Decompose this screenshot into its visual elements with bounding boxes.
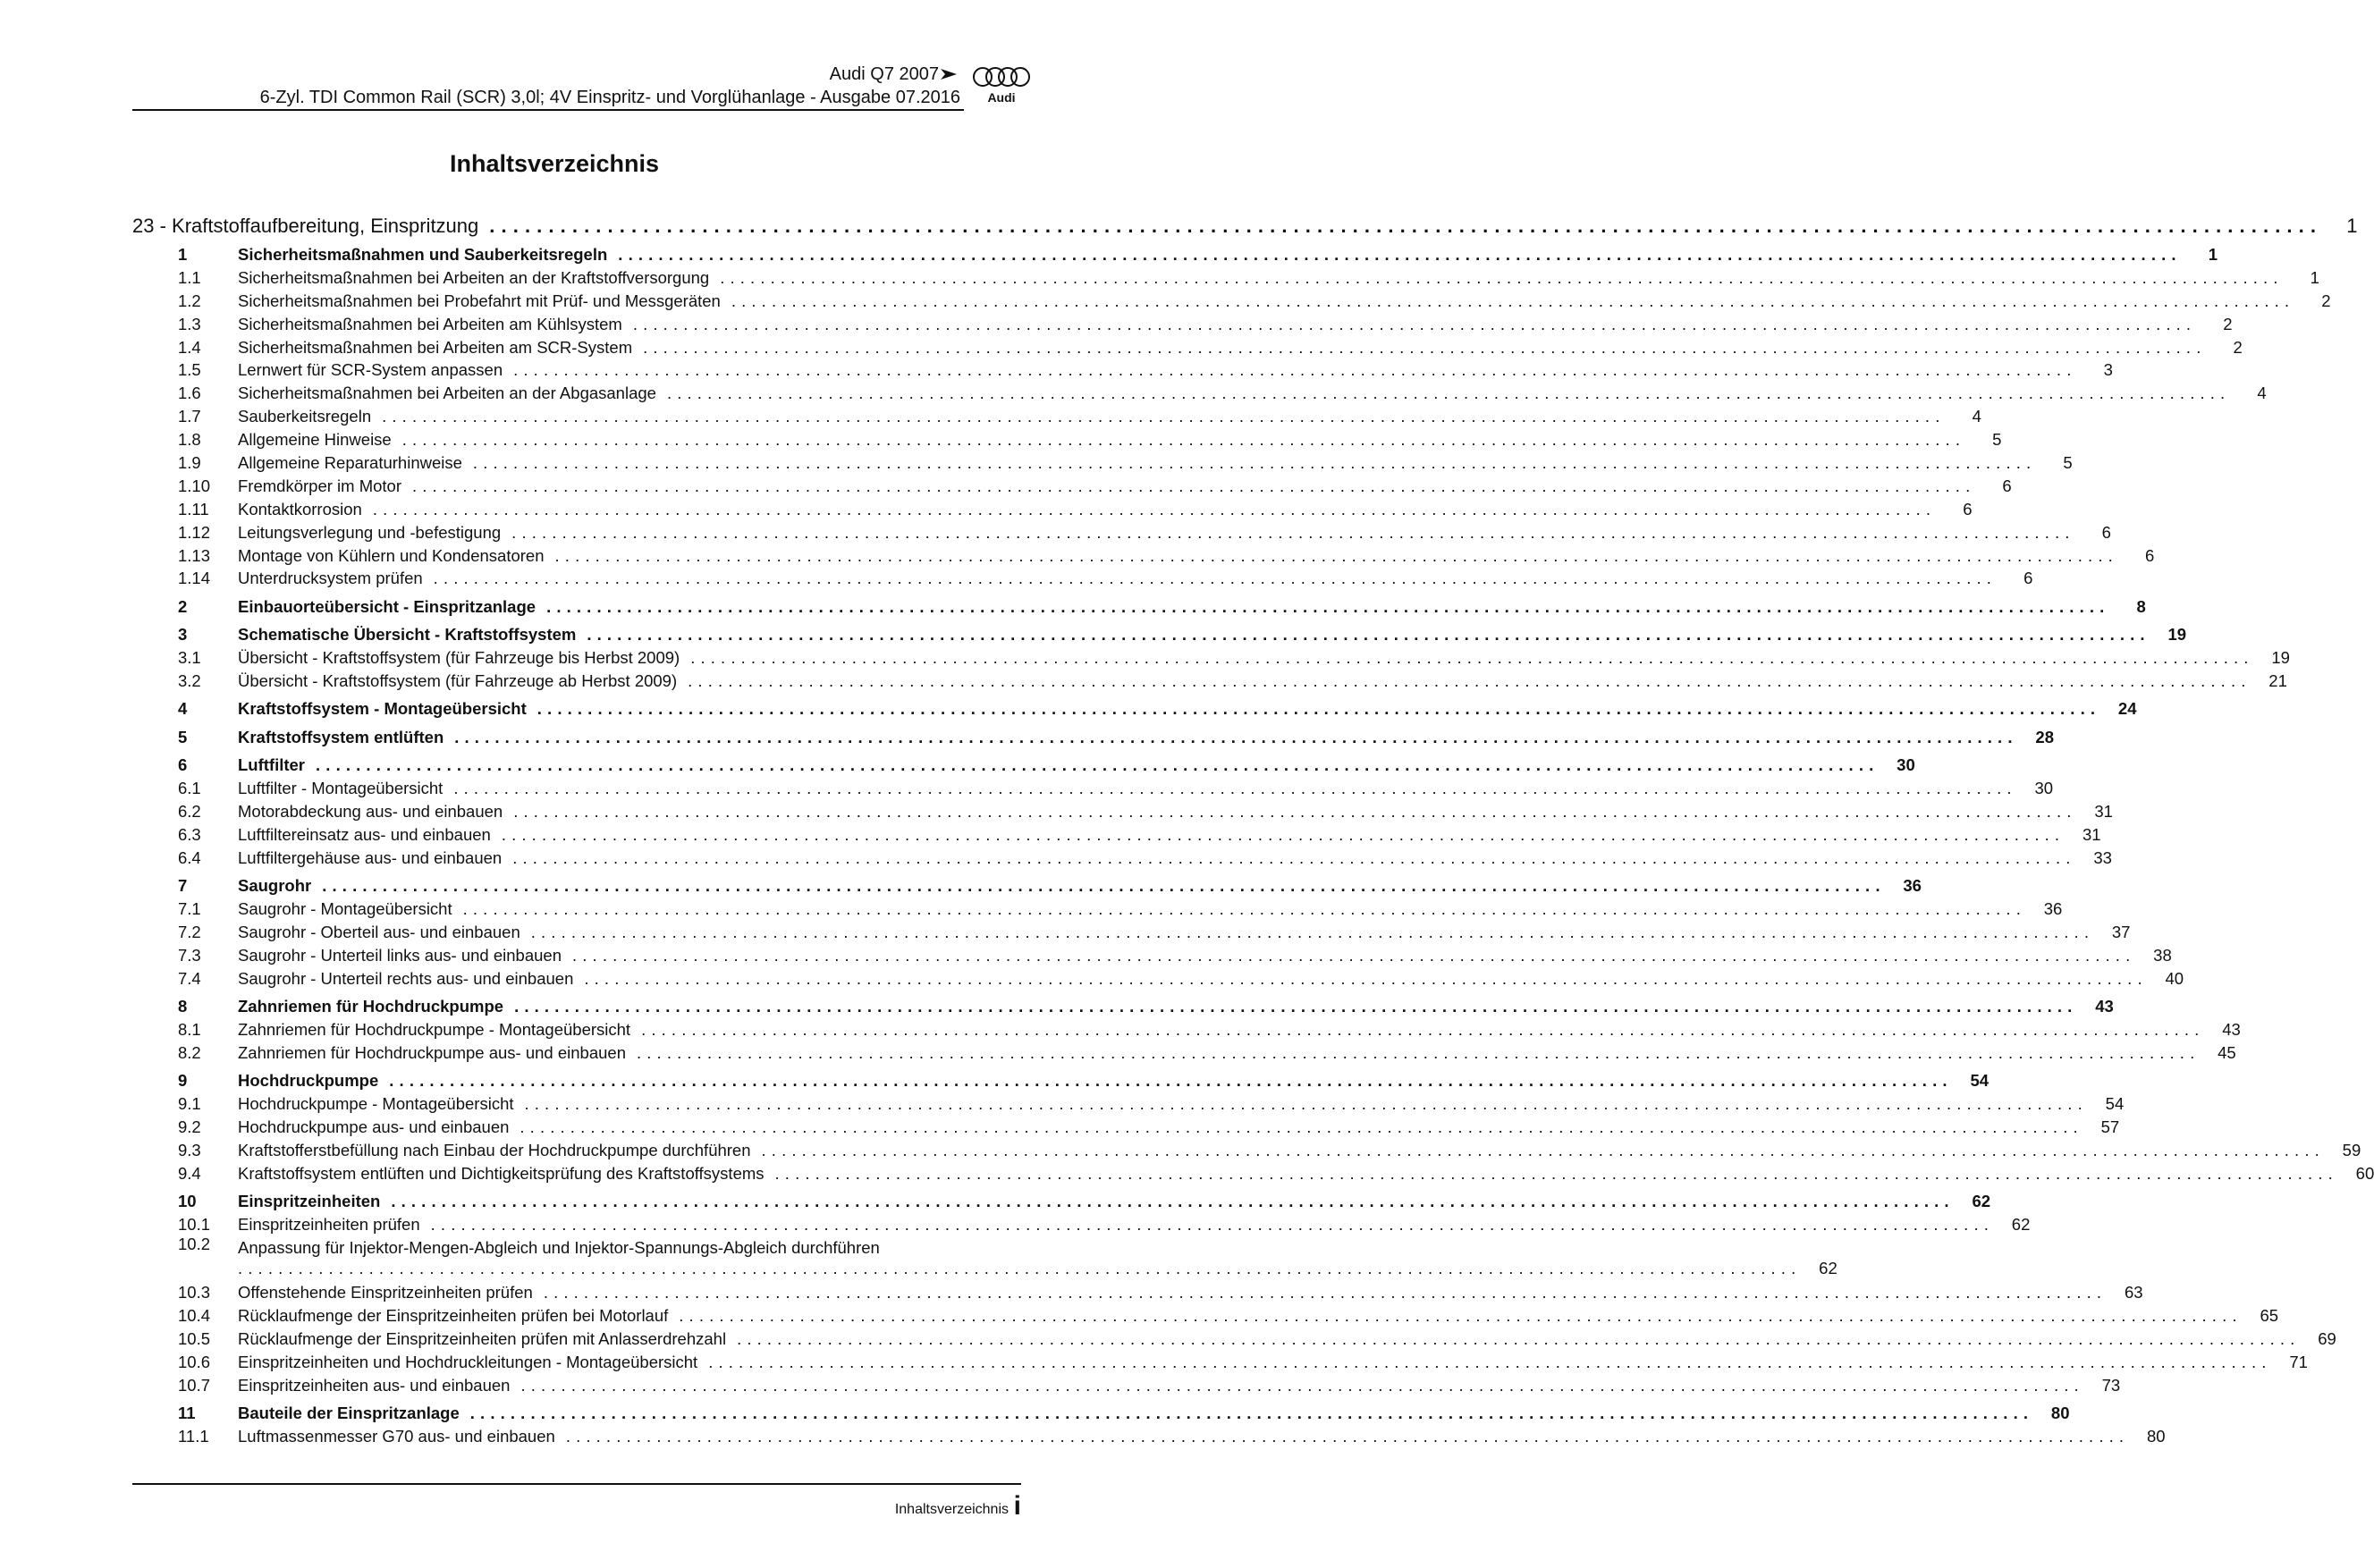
toc-entry-title: Allgemeine Hinweise: [238, 430, 392, 450]
toc-entry-page: 30: [1897, 755, 1915, 775]
page-header: [132, 59, 1032, 113]
toc-entry-number: 4: [178, 699, 188, 719]
dot-leader: [473, 453, 2032, 473]
toc-entry-number: 10.2: [178, 1235, 211, 1254]
dot-leader: [572, 946, 2131, 965]
footer-label: Inhaltsverzeichnis: [894, 1502, 1009, 1517]
header-subtitle: 6-Zyl. TDI Common Rail (SCR) 3,0l; 4V Einspritz- und Vorglühanlage - Ausgabe 07.2016: [259, 88, 960, 107]
toc-entry-title: Luftfiltergehäuse aus- und einbauen: [238, 847, 503, 867]
toc-entry[interactable]: [132, 496, 1973, 519]
toc-entry[interactable]: [132, 588, 2146, 616]
dot-leader: [520, 1117, 2078, 1137]
toc-entry-title: Einbauorteübersicht - Einspritzanlage: [238, 596, 536, 616]
toc-entry[interactable]: [132, 403, 1981, 426]
toc-entry-number: 3: [178, 625, 188, 645]
toc-entry-page: 6: [2101, 522, 2111, 542]
toc-entry-title: Übersicht - Kraftstoffsystem (für Fahrzeuge bis Herbst 2009): [238, 648, 680, 668]
toc-entry-number: 5: [178, 727, 188, 746]
toc-entry-title: Übersicht - Kraftstoffsystem (für Fahrzeuge ab Herbst 2009): [238, 671, 678, 691]
toc-entry-page: 36: [1903, 876, 1922, 896]
toc-entry-page: 31: [2094, 801, 2113, 821]
toc-entry-title: Kraftstoffsystem entlüften: [238, 727, 444, 746]
toc-entry[interactable]: [132, 1063, 1990, 1091]
toc-entry-page: 80: [2146, 1426, 2166, 1446]
toc-entry-number: 3.2: [178, 671, 201, 691]
dot-leader: [531, 923, 2090, 942]
toc-entry-number: 11: [178, 1403, 196, 1422]
toc-entry[interactable]: [132, 334, 2243, 358]
dot-leader: [520, 1376, 2079, 1395]
toc-entry-page: 62: [1972, 1192, 1991, 1211]
toc-entry-number: 8.1: [178, 1020, 201, 1039]
page-title: Inhaltsverzeichnis: [449, 150, 660, 177]
toc-entry-page: 43: [2095, 997, 2114, 1016]
toc-entry-page: 1: [2208, 245, 2218, 264]
toc-entry-page: 5: [1992, 430, 2002, 450]
toc-entry-number: 10.4: [178, 1305, 211, 1325]
toc-entry-page: 37: [2111, 922, 2131, 941]
toc-entry-title: Sicherheitsmaßnahmen bei Arbeiten am Kühlsystem: [238, 314, 622, 333]
toc-entry[interactable]: [132, 1040, 2236, 1063]
dot-leader: [513, 360, 2072, 380]
toc-entry-page: 62: [1819, 1259, 1838, 1278]
toc-entry-title: Sicherheitsmaßnahmen bei Arbeiten an der Kraftstoffversorgung: [238, 267, 710, 287]
toc-entry-number: 10.6: [178, 1352, 211, 1371]
toc-entry[interactable]: [132, 965, 2184, 989]
toc-entry[interactable]: [132, 822, 2101, 845]
toc-entry-page: 33: [2093, 847, 2112, 867]
toc-entry-page: 40: [2165, 968, 2184, 988]
toc-entry-page: 4: [1972, 407, 1981, 426]
toc-entry-number: 6.4: [178, 847, 201, 867]
toc-entry-number: 7.4: [178, 968, 201, 988]
toc-entry-number: 9.3: [178, 1140, 201, 1159]
toc-entry-number: 1.3: [178, 314, 201, 333]
toc-entry-title: Montage von Kühlern und Kondensatoren: [238, 545, 545, 565]
dot-leader: [238, 1259, 1796, 1278]
toc-entry-page: 69: [2318, 1328, 2336, 1348]
toc-entry-title: Sauberkeitsregeln: [238, 407, 372, 426]
toc-entry-page: 3: [2103, 360, 2113, 380]
dot-leader: [555, 546, 2114, 566]
toc-entry-number: 1.8: [178, 430, 201, 450]
toc-entry-page: 2: [2233, 337, 2243, 357]
toc-entry-page: 21: [2268, 671, 2287, 691]
toc-entry-page: 4: [2257, 384, 2267, 403]
toc-entry[interactable]: [132, 358, 2113, 381]
toc-entry-title: Hochdruckpumpe: [238, 1071, 379, 1091]
toc-entry-title: Saugrohr - Oberteil aus- und einbauen: [238, 922, 520, 941]
toc-entry-number: 3.1: [178, 648, 201, 668]
toc-entry-title: Saugrohr: [238, 876, 312, 896]
toc-entry[interactable]: [132, 426, 2002, 450]
dot-leader: [322, 876, 1880, 896]
toc-entry-title: Einspritzeinheiten prüfen: [238, 1215, 420, 1235]
toc-entry-number: 1.2: [178, 291, 201, 310]
dot-leader: [389, 1071, 1947, 1091]
toc-entry-title: Kraftstoffsystem - Montageübersicht: [238, 699, 527, 719]
dot-leader: [587, 625, 2145, 645]
dot-leader: [618, 245, 2176, 265]
toc-entry-title: Lernwert für SCR-System anpassen: [238, 360, 503, 380]
toc-entry[interactable]: [132, 241, 2218, 265]
toc-entry-number: 6.1: [178, 779, 201, 798]
toc-entry[interactable]: [132, 691, 2137, 719]
toc-entry-page: 57: [2100, 1117, 2120, 1137]
toc-entry-number: 6: [178, 755, 188, 775]
toc-entry[interactable]: [132, 775, 2054, 798]
toc-entry-title: Unterdrucksystem prüfen: [238, 569, 423, 588]
toc-entry-page: 5: [2063, 453, 2073, 473]
toc-entry[interactable]: [132, 1423, 2166, 1446]
toc-entry-title: Allgemeine Reparaturhinweise: [238, 453, 462, 473]
toc-entry-page: 60: [2355, 1163, 2374, 1183]
toc-entry-title: Einspritzeinheiten aus- und einbauen: [238, 1375, 511, 1395]
toc-entry-page: 6: [2144, 545, 2155, 565]
dot-leader: [454, 728, 2013, 747]
toc-entry[interactable]: [132, 473, 2012, 496]
toc-entry-title: Fremdkörper im Motor: [238, 476, 401, 495]
toc-entry-continuation: [238, 1259, 1838, 1278]
toc-entry-number: 9.4: [178, 1163, 201, 1183]
dot-leader: [775, 1164, 2334, 1184]
toc-entry-number: 6.3: [178, 824, 201, 844]
toc-entry-number: 7: [178, 876, 188, 896]
dot-leader: [737, 1329, 2295, 1349]
toc-entry-number: 1.9: [178, 453, 201, 473]
table-of-contents: [132, 211, 2374, 1446]
dot-leader: [720, 268, 2278, 288]
toc-entry[interactable]: [132, 1372, 2121, 1395]
dot-leader: [463, 899, 2022, 919]
toc-entry-title: Zahnriemen für Hochdruckpumpe: [238, 997, 504, 1016]
toc-entry-number: 9: [178, 1071, 188, 1091]
toc-entry[interactable]: [132, 1137, 2361, 1160]
toc-entry-title: Leitungsverlegung und -befestigung: [238, 522, 502, 542]
toc-entry-number: 1.6: [178, 384, 201, 403]
toc-entry-number: 1.1: [178, 267, 201, 287]
dot-leader: [453, 779, 2012, 798]
toc-entry-title: Luftfiltereinsatz aus- und einbauen: [238, 824, 491, 844]
toc-entry-page: 54: [1970, 1071, 1990, 1091]
dot-leader: [373, 500, 1931, 519]
toc-entry[interactable]: [132, 380, 2267, 403]
toc-entry-title: Kraftstofferstbefüllung nach Einbau der Hochdruckpumpe durchführen: [238, 1140, 751, 1159]
toc-entry-number: 9.2: [178, 1117, 201, 1137]
dot-leader: [502, 825, 2060, 845]
toc-entry-number: 1: [178, 245, 188, 264]
dot-leader: [412, 476, 1971, 496]
toc-entry-page: 71: [2289, 1352, 2308, 1371]
toc-entry[interactable]: [132, 1184, 1991, 1211]
toc-entry-page: 63: [2124, 1283, 2143, 1302]
toc-entry-title: Luftfilter: [238, 755, 306, 775]
toc-entry-title: Schematische Übersicht - Kraftstoffsystem: [238, 625, 577, 645]
dot-leader: [688, 671, 2246, 691]
toc-entry[interactable]: [132, 1395, 2070, 1423]
toc-entry-title: Sicherheitsmaßnahmen bei Arbeiten am SCR-System: [238, 337, 633, 357]
dot-leader: [382, 407, 1940, 426]
toc-entry[interactable]: [132, 1114, 2120, 1137]
toc-entry[interactable]: [132, 566, 2033, 589]
toc-entry[interactable]: [132, 919, 2131, 942]
toc-entry[interactable]: [132, 868, 1922, 896]
toc-entry-page: 31: [2083, 824, 2101, 844]
toc-entry[interactable]: [132, 617, 2187, 645]
toc-entry-number: 7.3: [178, 945, 201, 965]
toc-entry-number: 1.4: [178, 337, 201, 357]
footer-page-number: i: [1013, 1491, 1021, 1521]
toc-entry-title: Zahnriemen für Hochdruckpumpe - Montageübersicht: [238, 1020, 631, 1039]
toc-entry-page: 36: [2043, 899, 2063, 919]
toc-entry[interactable]: [132, 1160, 2374, 1184]
toc-entry[interactable]: [132, 1235, 1838, 1279]
toc-entry-title: Zahnriemen für Hochdruckpumpe aus- und einbauen: [238, 1042, 626, 1062]
toc-entry-page: 43: [2222, 1020, 2241, 1039]
toc-entry[interactable]: [132, 845, 2112, 868]
toc-entry[interactable]: [132, 645, 2290, 668]
toc-entry-page: 6: [1963, 499, 1973, 518]
toc-entry[interactable]: [132, 211, 2358, 238]
dot-leader: [667, 384, 2226, 403]
toc-entry-title: Kraftstoffsystem entlüften und Dichtigkeitsprüfung des Kraftstoffsystems: [238, 1163, 765, 1183]
toc-entry-number: 8: [178, 997, 188, 1016]
toc-entry-title: Luftfilter - Montageübersicht: [238, 779, 444, 798]
toc-entry[interactable]: [132, 1016, 2241, 1040]
dot-leader: [525, 1094, 2083, 1114]
toc-entry-number: 1.10: [178, 476, 211, 495]
dot-leader: [434, 569, 1992, 588]
dot-leader: [537, 699, 2096, 719]
toc-entry-number: 10.3: [178, 1283, 211, 1302]
toc-entry-page: 80: [2050, 1403, 2070, 1422]
toc-entry-page: 28: [2035, 727, 2054, 746]
toc-entry-number: 1.14: [178, 569, 211, 588]
toc-entry-page: 2: [2321, 291, 2331, 310]
toc-entry-title: Anpassung für Injektor-Mengen-Abgleich und Injektor-Spannungs-Abgleich durchführen: [238, 1238, 880, 1258]
toc-entry[interactable]: [132, 668, 2287, 691]
toc-entry-page: 8: [2136, 596, 2146, 616]
toc-entry-number: 8.2: [178, 1042, 201, 1062]
toc-entry-number: 1.12: [178, 522, 211, 542]
toc-entry-title: Sicherheitsmaßnahmen bei Arbeiten an der Abgasanlage: [238, 384, 656, 403]
toc-entry-page: 73: [2101, 1375, 2121, 1395]
toc-entry-number: 10: [178, 1192, 197, 1211]
dot-leader: [512, 848, 2071, 868]
audi-logo-text: Audi: [987, 90, 1016, 105]
dot-leader: [690, 648, 2249, 668]
footer-rule: [132, 1483, 1021, 1485]
toc-entry-title: Kontaktkorrosion: [238, 499, 362, 518]
dot-leader: [633, 315, 2192, 334]
dot-leader: [637, 1043, 2195, 1063]
toc-entry-page: 30: [2034, 779, 2054, 798]
toc-entry-number: 9.1: [178, 1094, 201, 1114]
audi-logo: [971, 64, 1032, 105]
toc-entry-number: 7.2: [178, 922, 201, 941]
toc-entry[interactable]: [132, 450, 2073, 473]
toc-entry-title: Einspritzeinheiten: [238, 1192, 381, 1211]
toc-entry-title: Sicherheitsmaßnahmen bei Probefahrt mit Prüf- und Messgeräten: [238, 291, 721, 310]
dot-leader: [431, 1215, 1990, 1235]
toc-entry[interactable]: [132, 288, 2331, 311]
toc-entry-page: 45: [2218, 1042, 2236, 1062]
dot-leader: [511, 523, 2070, 543]
toc-entry-page: 6: [2002, 476, 2012, 495]
toc-entry-title: Einspritzeinheiten und Hochdruckleitungen - Montageübersicht: [238, 1352, 698, 1371]
toc-entry-title: Rücklaufmenge der Einspritzeinheiten prüfen bei Motorlauf: [238, 1305, 669, 1325]
toc-entry[interactable]: [132, 1279, 2143, 1302]
dot-leader: [391, 1192, 1949, 1211]
toc-entry-page: 19: [2167, 625, 2187, 645]
header-model: Audi Q7 2007: [829, 64, 939, 84]
toc-entry-number: 1.5: [178, 360, 201, 380]
toc-entry-number: 2: [178, 596, 188, 616]
toc-entry-title: Motorabdeckung aus- und einbauen: [238, 801, 503, 821]
toc-entry-page: 1: [2346, 215, 2358, 237]
dot-leader: [489, 215, 2316, 238]
toc-entry-number: 1.13: [178, 545, 211, 565]
toc-entry[interactable]: [132, 265, 2319, 288]
toc-entry-title: Saugrohr - Unterteil links aus- und einbauen: [238, 945, 562, 965]
dot-leader: [762, 1141, 2320, 1160]
toc-entry-page: 6: [2023, 569, 2033, 588]
toc-entry-title: Rücklaufmenge der Einspritzeinheiten prüfen mit Anlasserdrehzahl: [238, 1328, 727, 1348]
toc-entry-page: 24: [2117, 699, 2137, 719]
toc-entry[interactable]: [132, 519, 2111, 543]
dot-leader: [316, 755, 1874, 775]
toc-entry-number: 10.1: [178, 1215, 211, 1235]
toc-entry-page: 2: [2223, 314, 2233, 333]
toc-entry[interactable]: [132, 1091, 2125, 1114]
toc-entry-title: Hochdruckpumpe aus- und einbauen: [238, 1117, 510, 1137]
toc-entry[interactable]: [132, 1211, 2031, 1235]
toc-entry-number: 1.7: [178, 407, 201, 426]
toc-entry-number: 7.1: [178, 899, 201, 919]
toc-entry-title: Sicherheitsmaßnahmen und Sauberkeitsregeln: [238, 245, 608, 264]
dot-leader: [470, 1404, 2029, 1423]
toc-entry-title: Saugrohr - Montageübersicht: [238, 899, 452, 919]
dot-leader: [643, 338, 2201, 358]
toc-entry-number: 10.7: [178, 1375, 211, 1395]
toc-entry[interactable]: [132, 798, 2113, 822]
dot-leader: [514, 997, 2073, 1016]
toc-entry-number: 6.2: [178, 801, 201, 821]
toc-entry-title: Bauteile der Einspritzanlage: [238, 1403, 460, 1422]
toc-entry-page: 54: [2105, 1094, 2125, 1114]
header-rule: [132, 109, 964, 111]
dot-leader: [731, 291, 2290, 311]
dot-leader: [566, 1427, 2125, 1446]
dot-leader: [708, 1353, 2267, 1372]
toc-entry-page: 59: [2342, 1140, 2361, 1159]
toc-entry-page: 38: [2153, 945, 2172, 965]
toc-entry[interactable]: [132, 1326, 2336, 1349]
toc-entry[interactable]: [132, 942, 2172, 965]
toc-entry[interactable]: [132, 896, 2063, 919]
toc-entry-page: 65: [2260, 1305, 2279, 1325]
right-arrow-icon: [941, 68, 957, 80]
toc-entry[interactable]: [132, 989, 2114, 1016]
toc-entry-title: 23 - Kraftstoffaufbereitung, Einspritzung: [132, 215, 479, 237]
toc-entry[interactable]: [132, 1349, 2308, 1372]
dot-leader: [513, 802, 2072, 822]
toc-entry-number: 11.1: [178, 1426, 209, 1446]
toc-entry[interactable]: [132, 1302, 2279, 1326]
toc-entry-title: Saugrohr - Unterteil rechts aus- und einbauen: [238, 968, 574, 988]
toc-entry-page: 1: [2310, 267, 2319, 287]
toc-entry-number: 1.11: [178, 499, 209, 518]
dot-leader: [584, 969, 2142, 989]
dot-leader: [544, 1283, 2102, 1302]
dot-leader: [679, 1306, 2237, 1326]
toc-entry[interactable]: [132, 719, 2054, 746]
toc-entry[interactable]: [132, 311, 2233, 334]
toc-entry-number: 10.5: [178, 1328, 211, 1348]
toc-entry[interactable]: [132, 543, 2155, 566]
dot-leader: [641, 1020, 2200, 1040]
dot-leader: [546, 597, 2105, 617]
toc-entry-title: Luftmassenmesser G70 aus- und einbauen: [238, 1426, 555, 1446]
toc-entry-title: Hochdruckpumpe - Montageübersicht: [238, 1094, 514, 1114]
toc-entry-page: 62: [2011, 1215, 2031, 1235]
toc-entry-page: 19: [2271, 648, 2290, 668]
dot-leader: [402, 430, 1961, 450]
toc-entry-title: Offenstehende Einspritzeinheiten prüfen: [238, 1283, 533, 1302]
toc-entry[interactable]: [132, 747, 1915, 775]
